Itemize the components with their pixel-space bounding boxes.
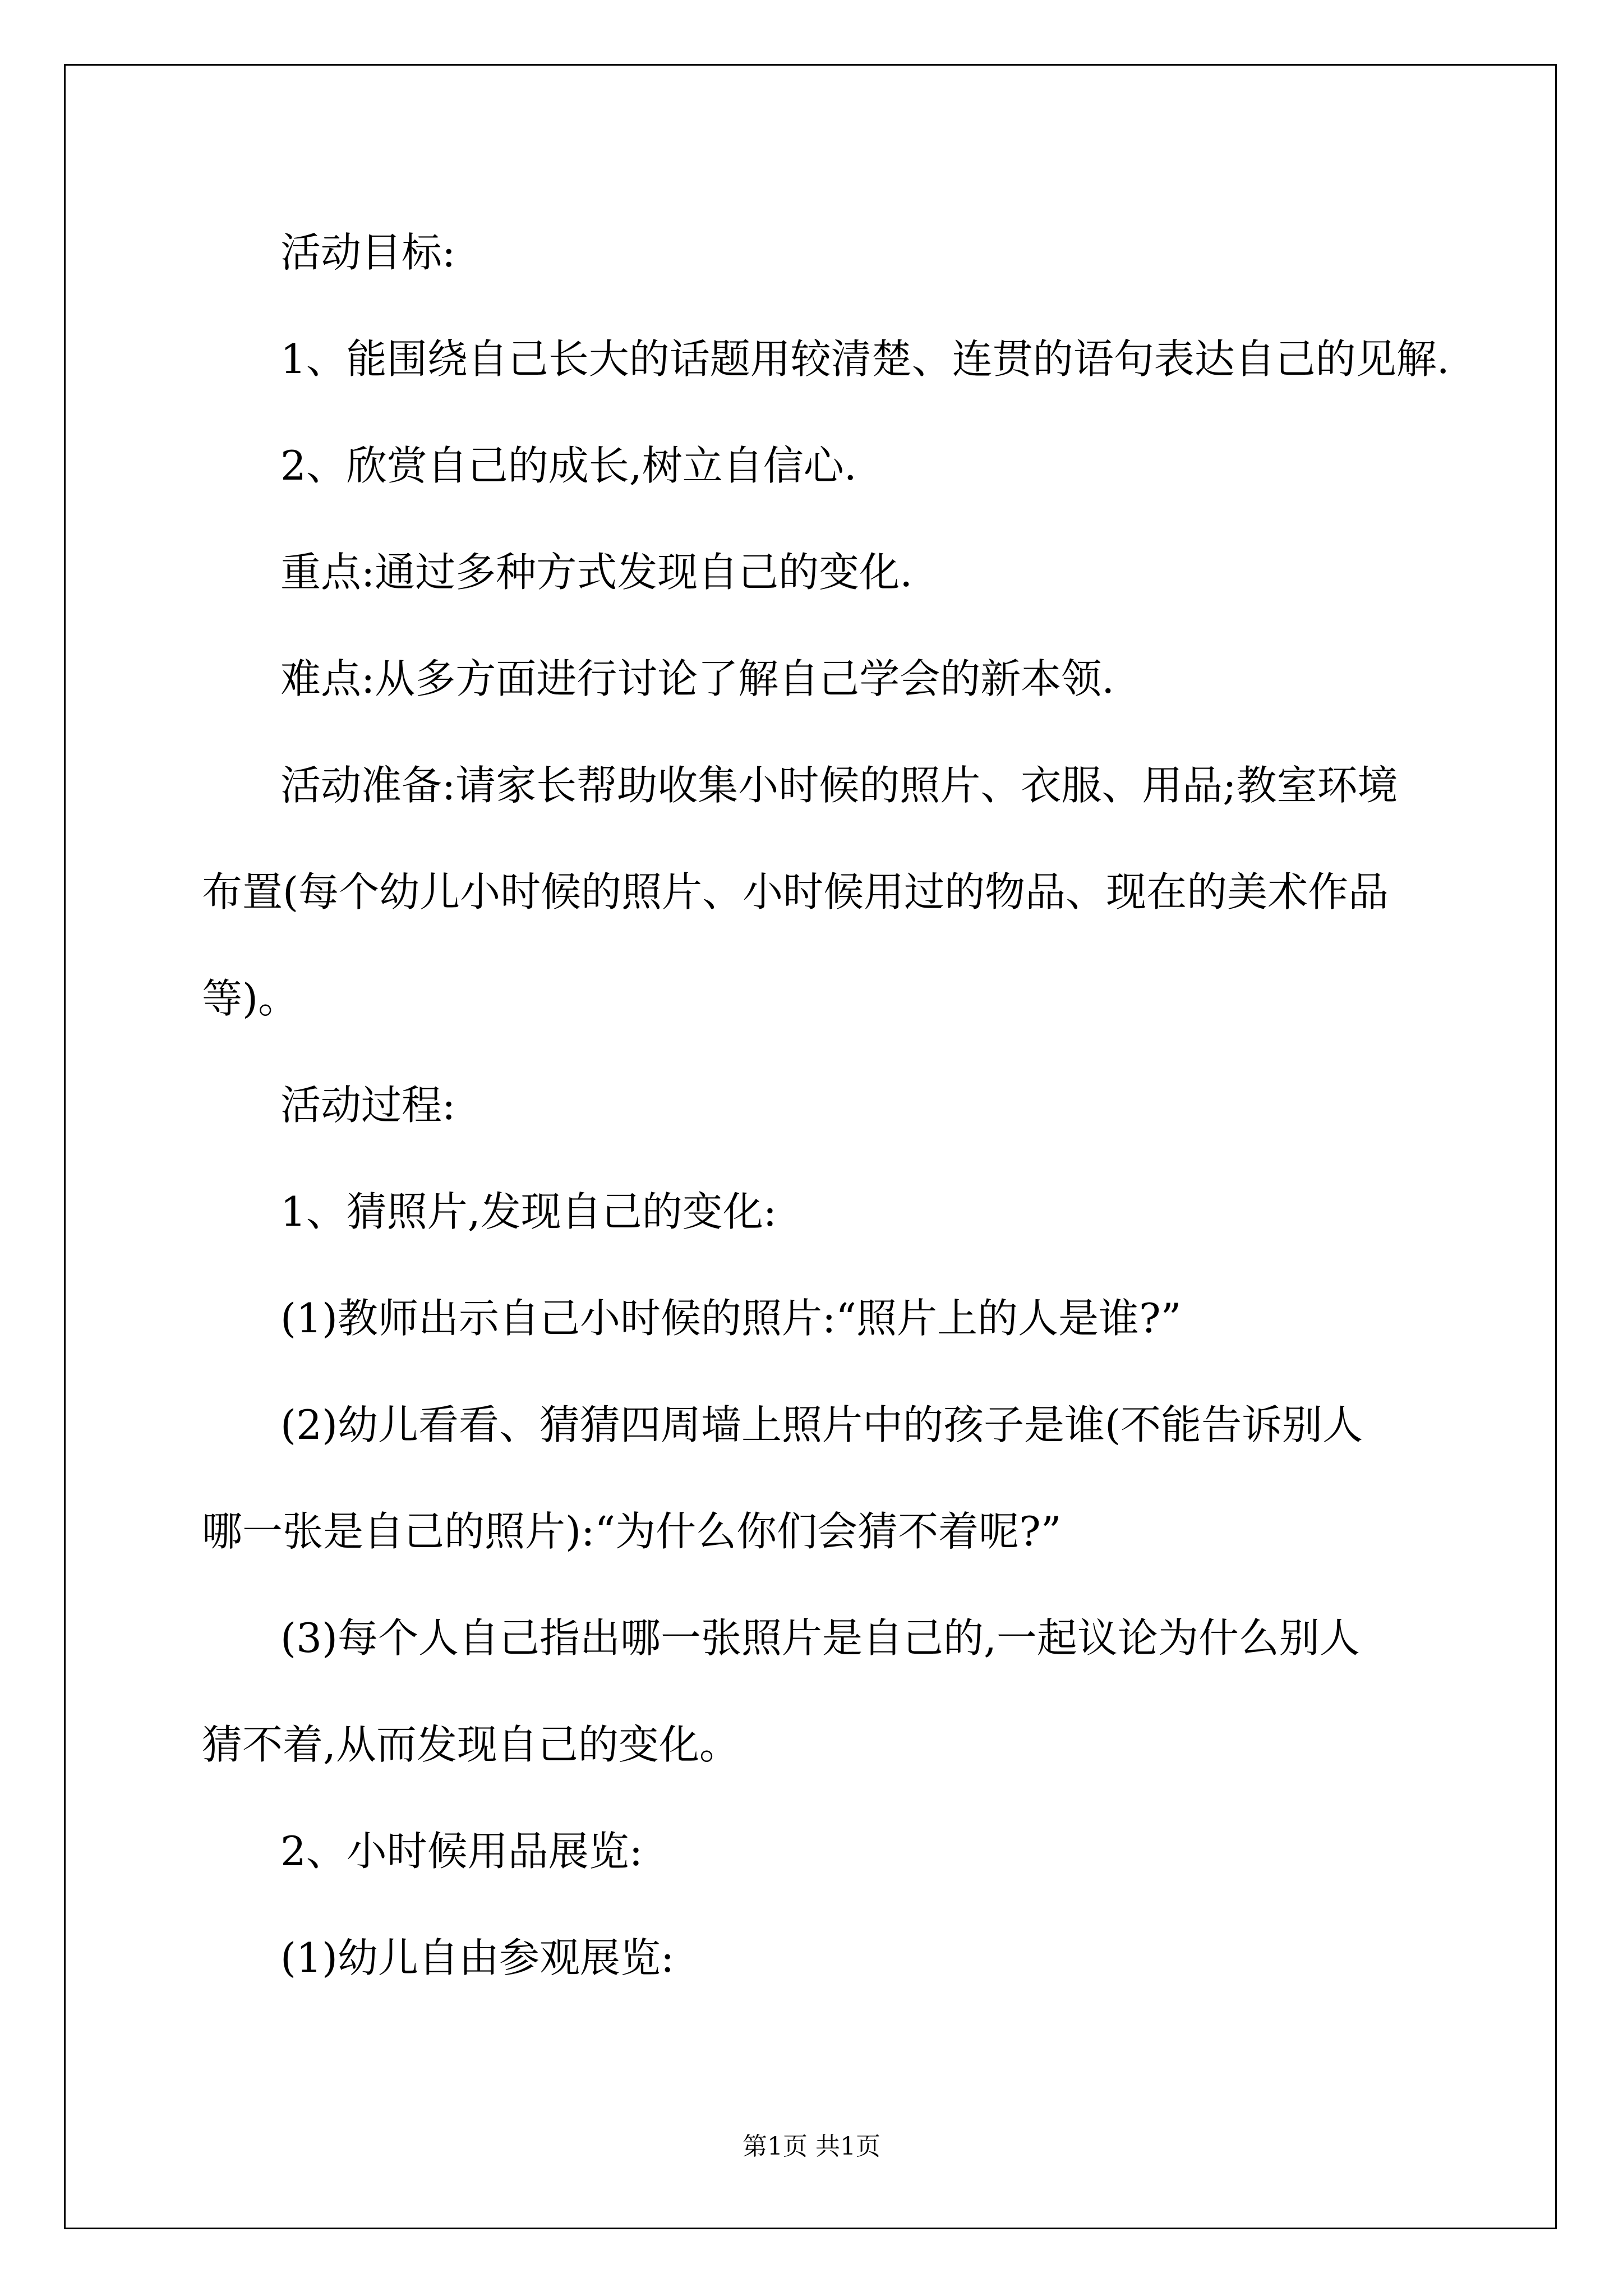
step-1-2-line-2: 哪一张是自己的照片):“为什么你们会猜不着呢?” xyxy=(202,1508,1062,1555)
preparation-line-2: 布置(每个幼儿小时候的照片、小时候用过的物品、现在的美术作品 xyxy=(202,868,1389,915)
difficult-point: 难点:从多方面进行讨论了解自己学会的新本领. xyxy=(280,655,1115,702)
heading-process: 活动过程: xyxy=(280,1082,456,1129)
page-footer: 第1页 共1页 xyxy=(743,2132,880,2161)
step-1-3-line-1: (3)每个人自己指出哪一张照片是自己的,一起议论为什么别人 xyxy=(280,1614,1360,1662)
key-point: 重点:通过多种方式发现自己的变化. xyxy=(280,549,913,596)
step-2: 2、小时候用品展览: xyxy=(280,1828,643,1875)
goal-1: 1、能围绕自己长大的话题用较清楚、连贯的语句表达自己的见解. xyxy=(280,335,1450,383)
step-2-1: (1)幼儿自由参观展览: xyxy=(280,1934,675,1981)
heading-goals: 活动目标: xyxy=(280,229,456,276)
goal-2: 2、欣赏自己的成长,树立自信心. xyxy=(280,442,857,489)
preparation-line-1: 活动准备:请家长帮助收集小时候的照片、衣服、用品;教室环境 xyxy=(280,762,1398,809)
step-1-1: (1)教师出示自己小时候的照片:“照片上的人是谁?” xyxy=(280,1295,1182,1342)
step-1-2-line-1: (2)幼儿看看、猜猜四周墙上照片中的孩子是谁(不能告诉别人 xyxy=(280,1401,1363,1448)
step-1-3-line-2: 猜不着,从而发现自己的变化。 xyxy=(202,1721,740,1768)
preparation-line-3: 等)。 xyxy=(202,975,299,1022)
step-1: 1、猜照片,发现自己的变化: xyxy=(280,1188,777,1235)
